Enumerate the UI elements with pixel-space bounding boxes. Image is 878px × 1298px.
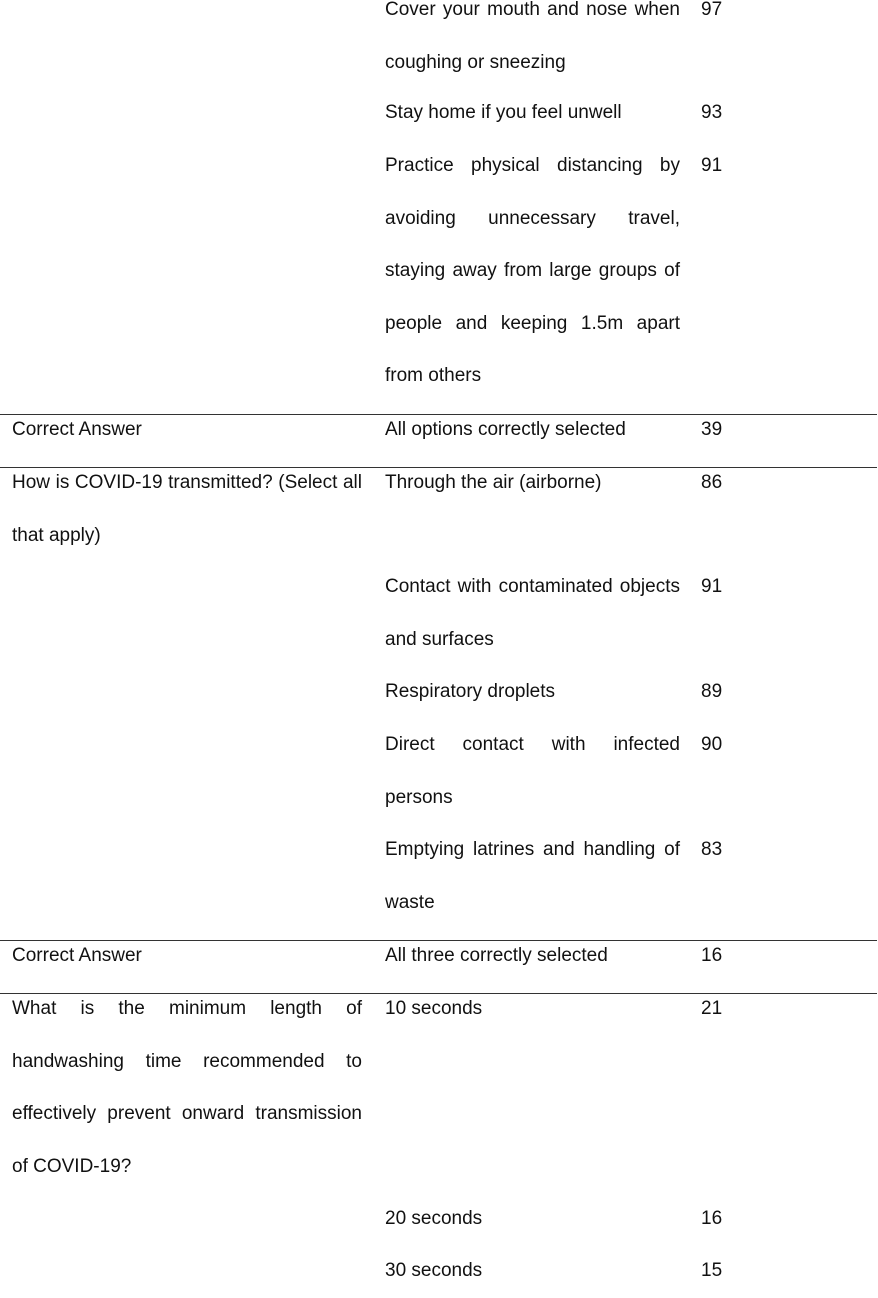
response-stay-home: Stay home if you feel unwell [385, 102, 622, 123]
response-10-seconds: 10 seconds [385, 998, 483, 1019]
percent-20-seconds: 16 [701, 1208, 723, 1229]
response-airborne: Through the air (airborne) [385, 472, 602, 493]
response-latrines-waste: Emptying latrines and handling of waste [385, 839, 680, 913]
response-all-options-correct: All options correctly selected [385, 419, 626, 440]
percent-all-options-correct: 39 [701, 419, 723, 440]
percent-30-seconds: 15 [701, 1260, 723, 1281]
percent-airborne: 86 [701, 472, 723, 493]
percent-all-three-correct: 16 [701, 945, 723, 966]
question-correct-answer-2: Correct Answer [12, 945, 142, 966]
response-20-seconds: 20 seconds [385, 1208, 483, 1229]
percent-direct-contact: 90 [701, 734, 723, 755]
percent-stay-home: 93 [701, 102, 723, 123]
response-direct-contact: Direct contact with infected persons [385, 734, 680, 808]
percent-latrines-waste: 83 [701, 839, 723, 860]
response-contaminated-objects: Contact with contaminated objects and surfaces [385, 576, 680, 650]
percent-contaminated-objects: 91 [701, 576, 723, 597]
percent-10-seconds: 21 [701, 998, 723, 1019]
question-transmission: How is COVID-19 transmitted? (Select all that apply) [12, 472, 362, 546]
response-respiratory-droplets: Respiratory droplets [385, 681, 556, 702]
percent-physical-distancing: 91 [701, 155, 723, 176]
percent-cover-mouth: 97 [701, 0, 723, 20]
response-30-seconds: 30 seconds [385, 1260, 483, 1281]
question-handwashing-time: What is the minimum length of handwashing time recommended to effectively prevent onward transmission of COVID-19? [12, 998, 362, 1177]
percent-respiratory-droplets: 89 [701, 681, 723, 702]
question-correct-answer-1: Correct Answer [12, 419, 142, 440]
response-cover-mouth: Cover your mouth and nose when coughing or sneezing [385, 0, 680, 73]
response-physical-distancing: Practice physical distancing by avoiding unnecessary travel, staying away from large groups of people and keeping 1.5m apart from others [385, 155, 680, 387]
response-all-three-correct: All three correctly selected [385, 945, 608, 966]
